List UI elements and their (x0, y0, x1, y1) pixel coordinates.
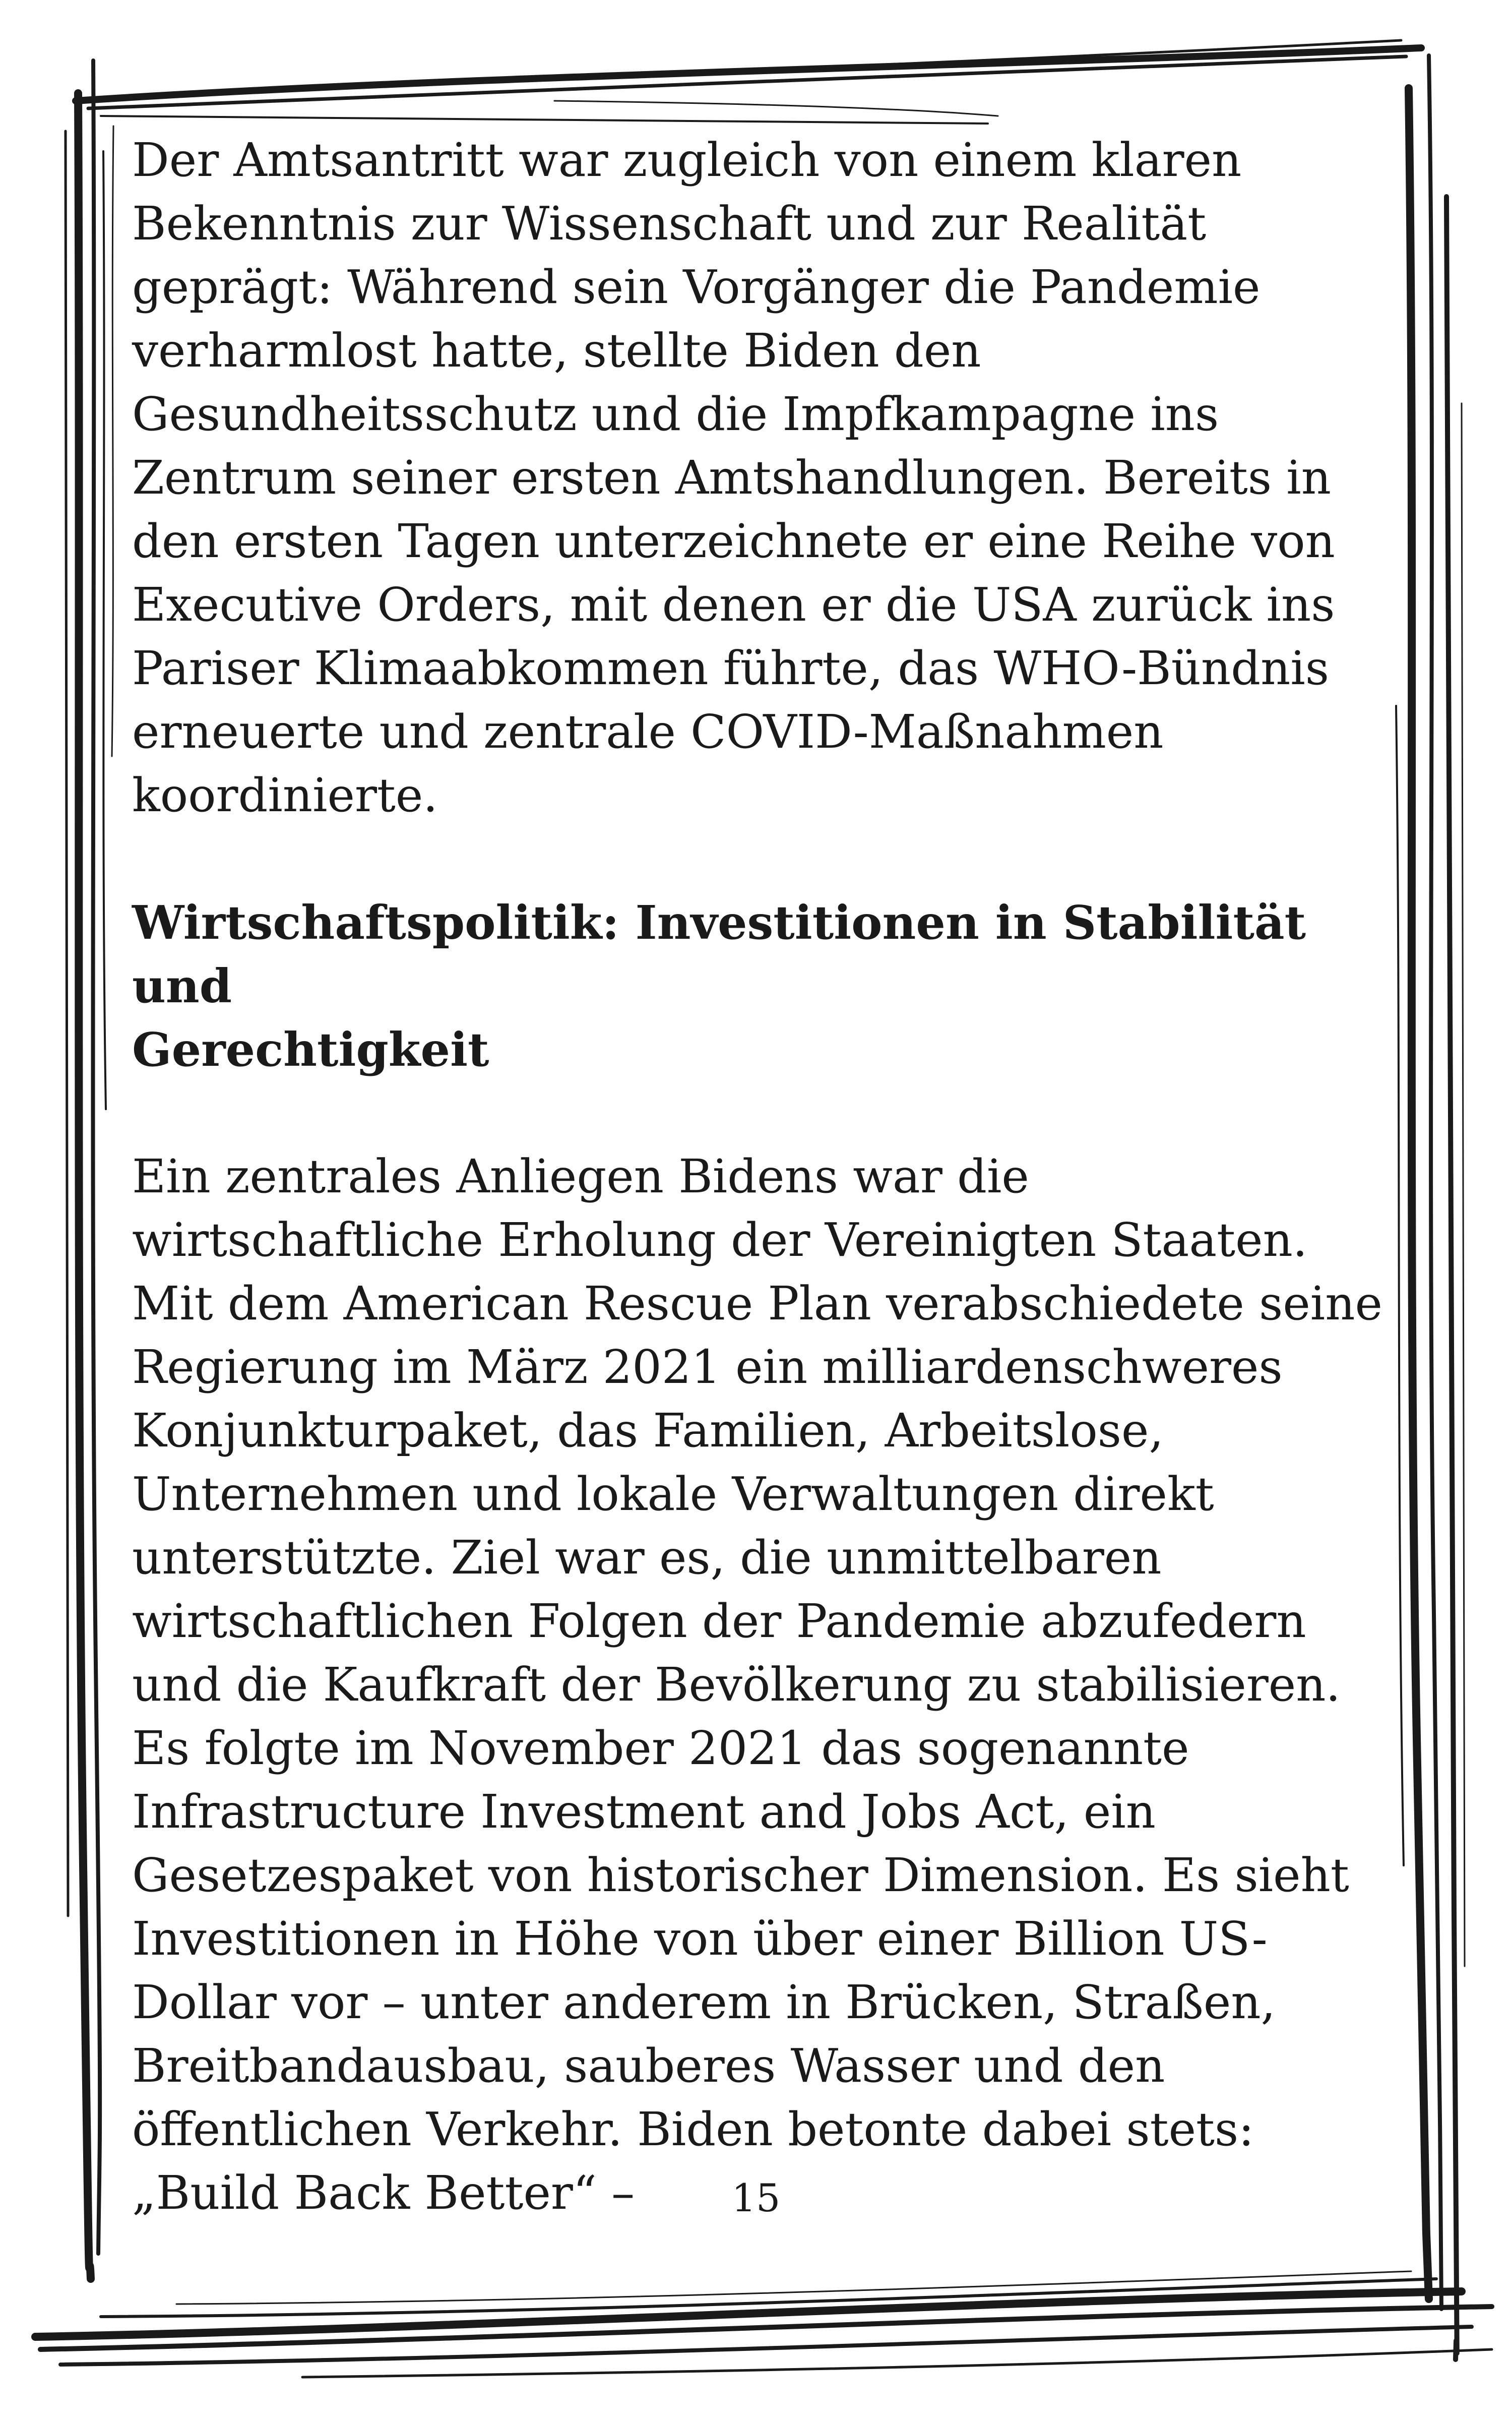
page-number: 15 (731, 2175, 781, 2220)
section-heading: Wirtschaftspolitik: Investitionen in Stabilität und Gerechtigkeit (132, 895, 1306, 1077)
paragraph: Ein zentrales Anliegen Bidens war die wirtschaftliche Erholung der Vereinigten Staaten. Mit dem American Rescue Plan verabschiedete seine Regierung im März 2021 ein milliardenschweres Konjunkturpaket, das Familien, Arbeitslose, Unternehmen und lokale Verwaltungen direkt unterstützte. Ziel war es, die unmittelbaren wirtschaftlichen Folgen der Pandemie abzufedern und die Kaufkraft der Bevölkerung zu stabilisieren. Es folgte im November 2021 das sogenannte Infrastructure Investment and Jobs Act, ein Gesetzespaket von historischer Dimension. Es sieht Investitionen in Höhe von über einer Billion US- Dollar vor – unter anderem in Brücken, Straßen, Breitbandausbau, sauberes Wasser und den öffentlichen Verkehr. Biden betonte dabei stets: „Build Back Better“ – (132, 1150, 1382, 2220)
paragraph-spacer (132, 827, 1402, 891)
paragraph-spacer (132, 1081, 1402, 1145)
document-body (132, 129, 1402, 2225)
paragraph: Der Amtsantritt war zugleich von einem klaren Bekenntnis zur Wissenschaft und zur Realität geprägt: Während sein Vorgänger die Pandemie verharmlost hatte, stellte Biden den Gesundheitsschutz und die Impfkampagne ins Zentrum seiner ersten Amtshandlungen. Bereits in den ersten Tagen unterzeichnete er eine Reihe von Executive Orders, mit denen er die USA zurück ins Pariser Klimaabkommen führte, das WHO-Bündnis erneuerte und zentrale COVID-Maßnahmen koordinierte. (132, 133, 1335, 822)
